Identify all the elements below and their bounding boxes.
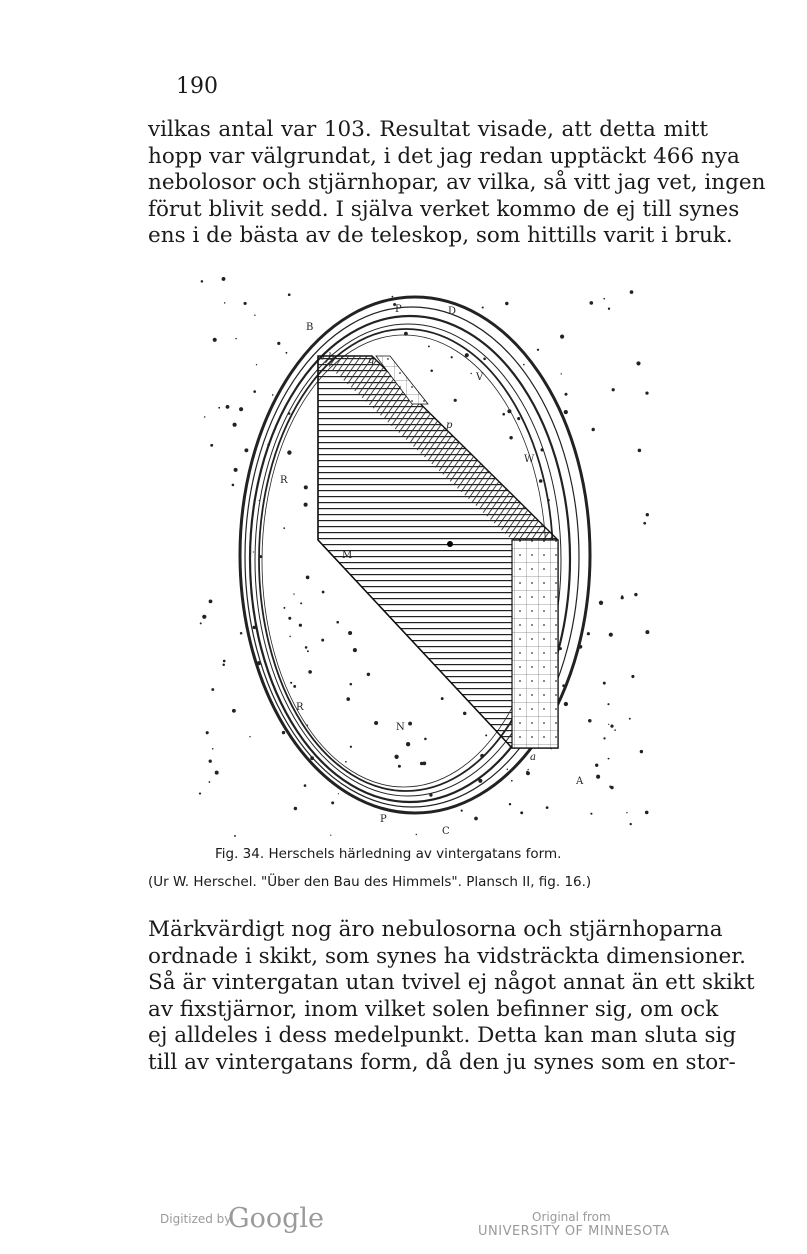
star xyxy=(578,645,582,649)
star xyxy=(590,813,592,815)
star xyxy=(282,731,285,734)
figure-caption: Fig. 34. Herschels härledning av vintergatans form. xyxy=(215,846,562,862)
star xyxy=(304,503,308,507)
star xyxy=(350,746,352,748)
star xyxy=(614,729,616,731)
star xyxy=(304,784,307,787)
star xyxy=(608,758,610,760)
star xyxy=(308,670,312,674)
star xyxy=(367,673,370,676)
star xyxy=(234,835,236,837)
star xyxy=(505,302,508,305)
star xyxy=(283,607,285,609)
star xyxy=(299,624,302,627)
star xyxy=(338,793,339,794)
star xyxy=(564,702,568,706)
text-line: ens i de bästa av de teleskop, som hittills varit i bruk. xyxy=(148,223,733,248)
star xyxy=(626,812,627,813)
star xyxy=(239,407,243,411)
star xyxy=(607,703,609,705)
star xyxy=(287,450,291,454)
star xyxy=(588,719,592,723)
star xyxy=(461,810,463,812)
star xyxy=(646,513,649,516)
star xyxy=(240,632,243,635)
star xyxy=(509,436,512,439)
star xyxy=(253,626,257,630)
star xyxy=(638,449,642,453)
label-b-upper: B xyxy=(306,322,314,333)
star xyxy=(562,684,565,687)
star xyxy=(300,602,302,604)
star xyxy=(546,806,549,809)
star xyxy=(244,302,247,305)
star xyxy=(350,683,353,686)
star xyxy=(610,786,613,789)
star xyxy=(645,630,649,634)
star xyxy=(224,302,226,304)
star xyxy=(424,738,427,741)
star xyxy=(420,762,423,765)
star xyxy=(463,712,466,715)
star xyxy=(599,601,603,605)
star xyxy=(204,416,205,417)
star xyxy=(199,793,201,795)
star xyxy=(587,632,590,635)
star xyxy=(283,527,285,529)
text-line: vilkas antal var 103. Resultat visade, att detta mitt xyxy=(148,117,708,142)
text-line: Så är vintergatan utan tvivel ej något annat än ett skikt xyxy=(148,970,755,995)
star xyxy=(321,639,324,642)
star xyxy=(201,280,204,283)
star xyxy=(560,335,564,339)
star xyxy=(451,356,453,358)
text-line: till av vintergatans form, då den ju synes som en stor- xyxy=(148,1049,736,1075)
star xyxy=(507,409,511,413)
label-v: V xyxy=(476,372,484,383)
star xyxy=(595,764,598,767)
star xyxy=(345,761,347,763)
star xyxy=(222,664,225,667)
page-number: 190 xyxy=(176,74,218,99)
text-line: hopp var välgrundat, i det jag redan upptäckt 466 nya xyxy=(148,143,740,169)
star xyxy=(478,779,482,783)
text-line: förut blivit sedd. I själva verket kommo de ej till synes xyxy=(148,196,740,222)
star xyxy=(511,780,513,782)
star xyxy=(502,413,505,416)
star xyxy=(346,697,350,701)
star xyxy=(551,748,552,749)
label-d: D xyxy=(448,306,457,317)
star xyxy=(293,685,296,688)
star xyxy=(223,660,226,663)
label-p-top: P xyxy=(395,304,402,315)
star xyxy=(523,364,525,366)
star xyxy=(277,342,280,345)
star xyxy=(441,697,444,700)
star xyxy=(288,617,291,620)
star xyxy=(608,724,609,725)
label-m: M xyxy=(342,550,353,561)
star xyxy=(306,724,308,726)
star xyxy=(608,308,610,310)
star xyxy=(253,551,254,552)
text-line: Märkvärdigt nog äro nebulosorna och stjärnhoparna xyxy=(148,917,723,942)
label-w: W xyxy=(524,454,535,465)
star xyxy=(215,771,219,775)
star xyxy=(406,742,410,746)
star xyxy=(294,807,297,810)
star xyxy=(232,709,236,713)
star xyxy=(235,338,236,339)
star xyxy=(592,428,595,431)
star xyxy=(272,394,274,396)
label-a: A xyxy=(576,776,584,787)
star xyxy=(234,468,238,472)
star xyxy=(541,448,544,451)
star xyxy=(470,373,471,374)
star xyxy=(559,647,562,650)
star xyxy=(589,301,593,305)
star xyxy=(305,646,308,649)
star xyxy=(209,781,211,783)
label-n: N xyxy=(396,722,405,733)
star xyxy=(330,834,331,835)
star xyxy=(259,555,262,558)
star xyxy=(259,500,260,501)
star xyxy=(416,834,417,835)
star xyxy=(307,650,309,652)
star xyxy=(636,361,640,365)
star xyxy=(631,675,634,678)
paragraph-2 xyxy=(148,917,755,1076)
label-p-small: p xyxy=(446,420,453,431)
star xyxy=(612,388,615,391)
star xyxy=(394,755,398,759)
star xyxy=(465,353,469,357)
university-text: UNIVERSITY OF MINNESOTA xyxy=(478,1224,670,1239)
label-b-lower: b xyxy=(328,352,335,363)
star xyxy=(209,600,213,604)
star xyxy=(293,593,294,594)
star xyxy=(288,412,291,415)
star xyxy=(474,817,478,821)
text-line: nebolosor och stjärnhopar, av vilka, så vitt jag vet, ingen xyxy=(148,170,766,195)
star xyxy=(480,754,484,758)
star xyxy=(257,661,261,665)
label-a-small: a xyxy=(530,752,536,763)
star xyxy=(634,593,637,596)
star xyxy=(232,484,235,487)
google-logo: Google xyxy=(228,1203,324,1234)
text-line: av fixstjärnor, inom vilket solen befinner sig, om ock xyxy=(148,996,719,1022)
star xyxy=(517,417,520,420)
star xyxy=(392,296,394,298)
star xyxy=(331,801,334,804)
star xyxy=(398,765,401,768)
star xyxy=(596,775,600,779)
paragraph-1 xyxy=(148,117,766,250)
star xyxy=(348,631,352,635)
star xyxy=(430,369,433,372)
original-from-text: Original from xyxy=(532,1210,611,1224)
label-r-upper: R xyxy=(280,475,288,486)
text-line: ej alldeles i dess medelpunkt. Detta kan man sluta sig xyxy=(148,1023,737,1048)
star xyxy=(322,591,325,594)
star xyxy=(640,750,643,753)
star xyxy=(630,290,634,294)
star xyxy=(603,682,606,685)
star xyxy=(485,734,487,736)
star xyxy=(212,748,214,750)
star xyxy=(289,636,291,638)
star xyxy=(288,293,291,296)
star xyxy=(210,444,213,447)
label-q: q xyxy=(368,355,375,366)
star xyxy=(290,682,292,684)
star xyxy=(256,364,257,365)
star xyxy=(537,349,539,351)
star xyxy=(200,622,202,624)
star xyxy=(408,722,412,726)
star xyxy=(645,811,649,815)
star xyxy=(428,345,430,347)
sun-marker xyxy=(447,541,453,547)
star xyxy=(603,737,605,739)
star xyxy=(244,448,248,452)
herschel-milky-way-figure xyxy=(190,268,660,848)
star xyxy=(267,443,270,446)
star xyxy=(404,332,408,336)
star xyxy=(336,621,339,624)
label-c: C xyxy=(442,826,450,837)
label-p-bottom: P xyxy=(380,814,387,825)
star xyxy=(222,277,226,281)
star xyxy=(509,803,511,805)
star xyxy=(304,485,308,489)
text-line: ordnade i skikt, som synes ha vidsträckta dimensioner. xyxy=(148,943,746,969)
star xyxy=(249,736,250,737)
star xyxy=(213,338,217,342)
star xyxy=(507,769,509,771)
star xyxy=(202,615,206,619)
star xyxy=(374,721,378,725)
star xyxy=(285,352,287,354)
star xyxy=(454,399,457,402)
star xyxy=(526,771,530,775)
star xyxy=(482,306,484,308)
digitized-by-text: Digitized by xyxy=(160,1212,232,1226)
star xyxy=(254,314,255,315)
star xyxy=(520,811,523,814)
star xyxy=(645,391,648,394)
star xyxy=(211,688,214,691)
star xyxy=(603,298,605,300)
star xyxy=(643,522,646,525)
label-r-lower: R xyxy=(296,702,304,713)
figure-source: (Ur W. Herschel. "Über den Bau des Himmels". Plansch II, fig. 16.) xyxy=(148,874,592,890)
star xyxy=(610,724,613,727)
star xyxy=(547,499,550,502)
star xyxy=(429,793,432,796)
star xyxy=(629,718,631,720)
star xyxy=(306,576,310,580)
star xyxy=(565,393,568,396)
star xyxy=(561,373,562,374)
star xyxy=(253,390,256,393)
star xyxy=(232,423,236,427)
star xyxy=(539,479,543,483)
star xyxy=(218,407,220,409)
star xyxy=(226,405,230,409)
stratum-slab xyxy=(318,356,558,748)
star xyxy=(483,357,486,360)
star xyxy=(528,769,529,770)
star xyxy=(621,596,624,599)
star xyxy=(209,760,212,763)
star xyxy=(310,756,314,760)
star xyxy=(630,823,632,825)
star xyxy=(206,731,209,734)
star xyxy=(609,633,613,637)
star xyxy=(353,648,357,652)
star xyxy=(564,410,568,414)
